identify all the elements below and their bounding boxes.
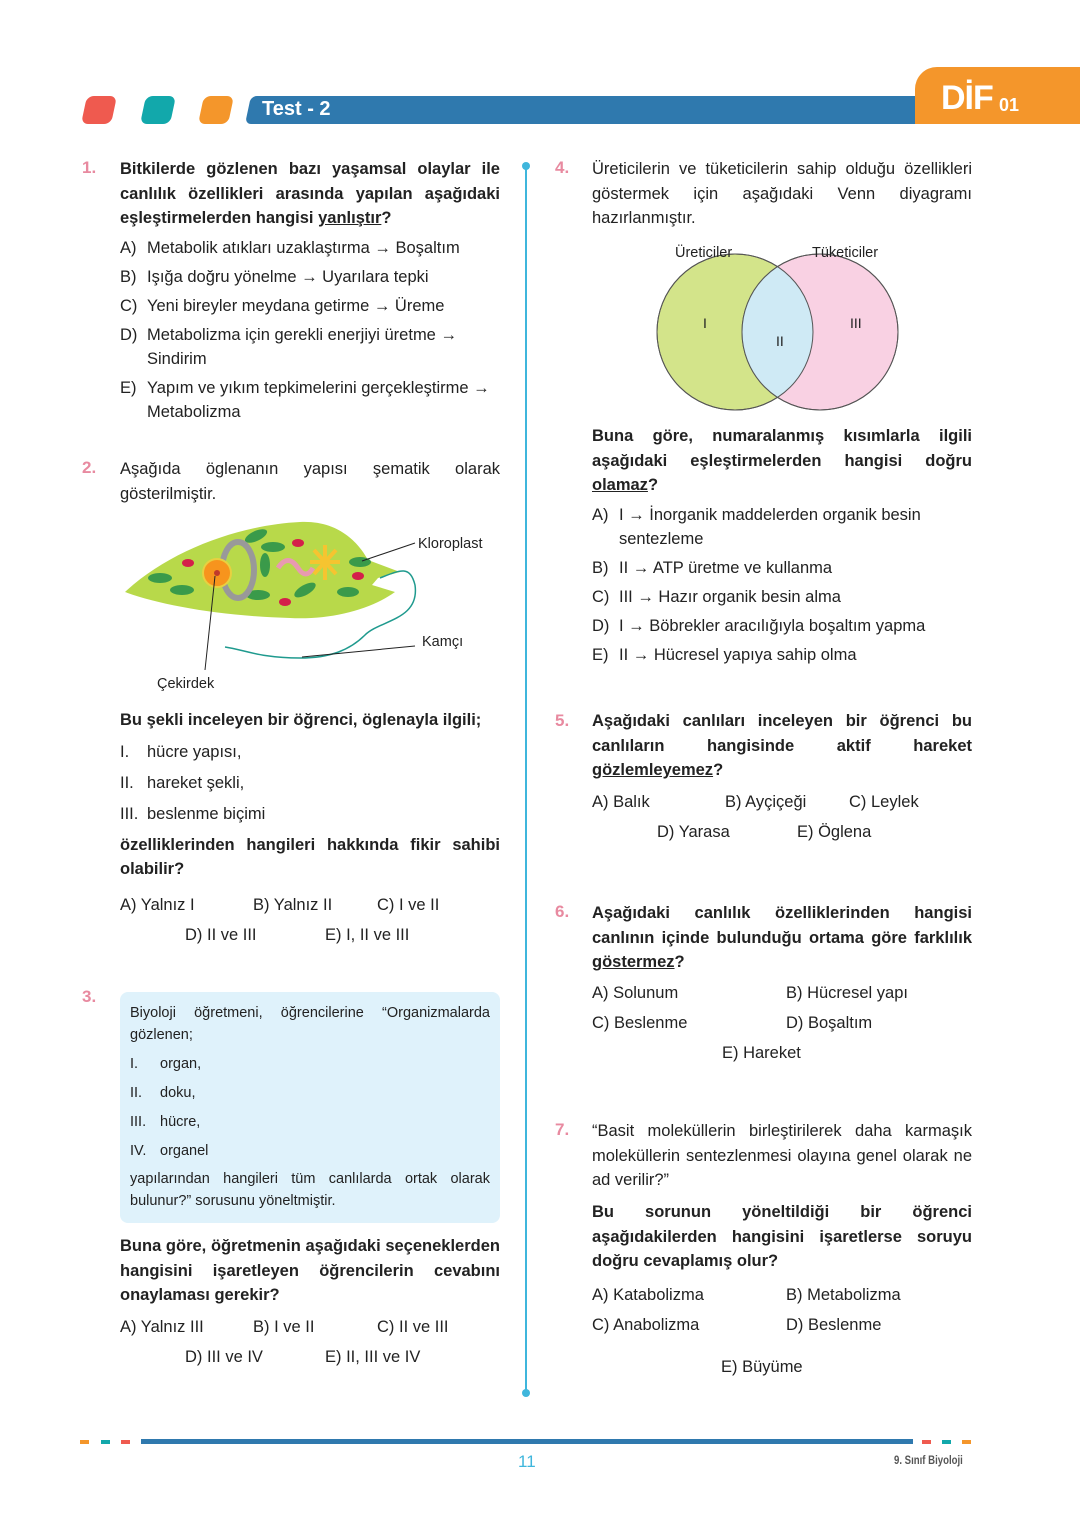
item-label: C) [120,296,138,315]
item-text: Yapım ve yıkım tepkimelerini gerçekleştirme → Metabolizma [147,378,490,421]
item-text: II → ATP üretme ve kullanma [619,558,833,577]
option[interactable] [120,265,500,289]
column-divider [525,165,527,1393]
divider-dot-top [522,162,530,170]
test-title: Test - 2 [262,98,331,120]
option[interactable] [592,643,972,667]
list-item [120,802,500,826]
item-label: E) [120,378,137,397]
option[interactable]: B) Ayçiçeği [725,793,807,811]
item-text: organ, [160,1056,202,1072]
option[interactable] [592,614,972,638]
option[interactable]: E) Büyüme [721,1358,803,1376]
question-text: Aşağıdaki canlılık özelliklerinden hangisi canlının içinde bulunduğu ortama göre farklılık göstermez? [592,904,972,971]
item-label: II. [130,1085,143,1101]
label-flagellum: Kamçı [422,634,464,650]
item-label: II. [120,773,134,792]
option[interactable]: D) II ve III [185,926,257,944]
venn-region-III: III [850,315,862,331]
item-text: II → Hücresel yapıya sahip olma [619,645,857,664]
unit-badge [915,67,1080,124]
footer-dash-icon [962,1440,971,1444]
question-text: Buna göre, öğretmenin aşağıdaki seçeneklerden hangisini işaretleyen öğrencilerin cevabını onaylaması gerekir? [120,1237,500,1304]
option[interactable]: E) II, III ve IV [325,1348,421,1366]
option[interactable]: C) Anabolizma [592,1316,700,1334]
item-text: doku, [160,1085,196,1101]
venn-region-II: II [776,333,784,349]
option[interactable]: A) Solunum [592,984,679,1002]
list-item [130,1053,490,1075]
item-label: D) [120,325,138,344]
teal-tab-icon [140,96,176,124]
option[interactable] [592,503,972,551]
question-number: 6. [555,902,570,921]
option[interactable]: E) I, II ve III [325,926,410,944]
list-item [130,1140,490,1162]
item-text: Işığa doğru yönelme → Uyarılara tepki [147,267,429,286]
question-number: 2. [82,458,97,477]
book-title: 9. Sınıf Biyoloji [894,1453,963,1467]
question-stem: Bitkilerde gözlenen bazı yaşamsal olaylar ile canlılık özellikleri arasında yapılan aşağıdaki eşleştirmelerden hangisi yanlıştır? [120,160,500,227]
item-label: A) [120,238,137,257]
list-item [120,771,500,795]
option[interactable] [592,585,972,609]
question-text: özelliklerinden hangileri hakkında fikir sahibi olabilir? [120,835,500,878]
question-stem: Aşağıda öglenanın yapısı şematik olarak gösterilmiştir. [120,460,500,503]
item-label: I. [120,742,130,761]
badge-sub: 01 [999,95,1020,115]
question-text: Bu sorunun yöneltildiği bir öğrenci aşağıdakilerden hangisini işaretlerse soruyu doğru cevaplamış olur? [592,1203,972,1270]
venn-left-label: Üreticiler [675,245,733,261]
option[interactable]: D) Yarasa [657,823,730,841]
question-4-body [592,424,972,667]
label-nucleus: Çekirdek [157,676,215,692]
item-text: hareket şekli, [147,773,245,792]
question-number: 4. [555,158,570,177]
item-label: IV. [130,1143,147,1159]
question-text: Aşağıdaki canlıları inceleyen bir öğrenci bu canlıların hangisinde aktif hareket gözlemleyemez? [592,712,972,779]
option[interactable]: A) Yalnız III [120,1318,204,1336]
option[interactable]: A) Balık [592,793,650,811]
option[interactable]: C) II ve III [377,1318,449,1336]
orange-tab-icon [198,96,234,124]
venn-right-label: Tüketiciler [812,245,879,261]
header [0,0,1080,140]
item-text: hücre, [160,1114,201,1130]
footer-dash-icon [942,1440,951,1444]
badge-main: DİF [941,79,993,117]
item-label: III. [120,804,139,823]
item-label: III. [130,1114,147,1130]
item-label: D) [592,616,610,635]
item-text: Metabolizma için gerekli enerjiyi üretme → Sindirim [147,325,457,368]
item-text: III → Hazır organik besin alma [619,587,841,606]
item-text: beslenme biçimi [147,804,266,823]
item-text: I → Böbrekler aracılığıyla boşaltım yapma [619,616,926,635]
question-number: 3. [82,987,97,1006]
footer-dash-icon [80,1440,89,1444]
item-label: C) [592,587,610,606]
box-intro: Biyoloji öğretmeni, öğrencilerine “Organizmalarda gözlenen; [130,1005,490,1043]
item-text: I → İnorganik maddelerden organik besin sentezleme [619,505,921,548]
question-number: 5. [555,711,570,730]
option[interactable]: E) Öglena [797,823,872,841]
page-number: 11 [518,1452,536,1471]
list-item [130,1111,490,1133]
option[interactable]: B) Yalnız II [253,896,333,914]
footer-dash-icon [121,1440,130,1444]
option[interactable] [120,236,500,260]
venn-region-I: I [703,315,707,331]
option[interactable] [120,294,500,318]
item-text: Yeni bireyler meydana getirme → Üreme [147,296,445,315]
footer-dash-icon [922,1440,931,1444]
option[interactable] [120,323,500,371]
option[interactable] [120,376,500,424]
option[interactable] [592,556,972,580]
question-3-info-box [120,992,500,1223]
item-label: E) [592,645,609,664]
option[interactable]: B) Hücresel yapı [786,984,908,1002]
question-1 [120,157,500,424]
list-item [120,740,500,764]
option[interactable]: C) Leylek [849,793,919,811]
option[interactable]: E) Hareket [722,1044,801,1062]
option[interactable]: A) Katabolizma [592,1286,704,1304]
footer-line [141,1439,913,1444]
item-text: organel [160,1143,209,1159]
item-text: hücre yapısı, [147,742,242,761]
footer-dash-icon [101,1440,110,1444]
option[interactable]: A) Yalnız I [120,896,195,914]
item-text: Metabolik atıkları uzaklaştırma → Boşaltım [147,238,460,257]
question-2-body [120,708,500,882]
question-stem: Üreticilerin ve tüketicilerin sahip olduğu özellikleri göstermek için aşağıdaki Venn diyagramı hazırlanmıştır. [592,160,972,227]
question-stem: “Basit moleküllerin birleştirilerek daha karmaşık moleküllerin sentezlenmesi olayına genel olarak ne ad verilir?” [592,1122,972,1189]
question-number: 7. [555,1120,570,1139]
item-label: B) [592,558,609,577]
divider-dot-bottom [522,1389,530,1397]
item-label: B) [120,267,137,286]
option[interactable]: C) I ve II [377,896,440,914]
list-item [130,1082,490,1104]
option[interactable]: B) Metabolizma [786,1286,901,1304]
question-text: Buna göre, numaralanmış kısımlarla ilgili aşağıdaki eşleştirmelerden hangisi doğru olamaz? [592,427,972,494]
item-label: I. [130,1056,139,1072]
option[interactable]: B) I ve II [253,1318,315,1336]
item-label: A) [592,505,609,524]
label-chloroplast: Kloroplast [418,536,483,552]
question-number: 1. [82,158,97,177]
question-text: Bu şekli inceleyen bir öğrenci, öglenayla ilgili; [120,711,482,729]
option[interactable]: C) Beslenme [592,1014,688,1032]
option[interactable]: D) III ve IV [185,1348,263,1366]
option[interactable]: D) Beslenme [786,1316,882,1334]
option[interactable]: D) Boşaltım [786,1014,873,1032]
title-bar [245,96,971,124]
box-end: yapılarından hangileri tüm canlılarda ortak olarak bulunur?” sorusunu yöneltmiştir. [130,1171,490,1209]
red-tab-icon [81,96,117,124]
